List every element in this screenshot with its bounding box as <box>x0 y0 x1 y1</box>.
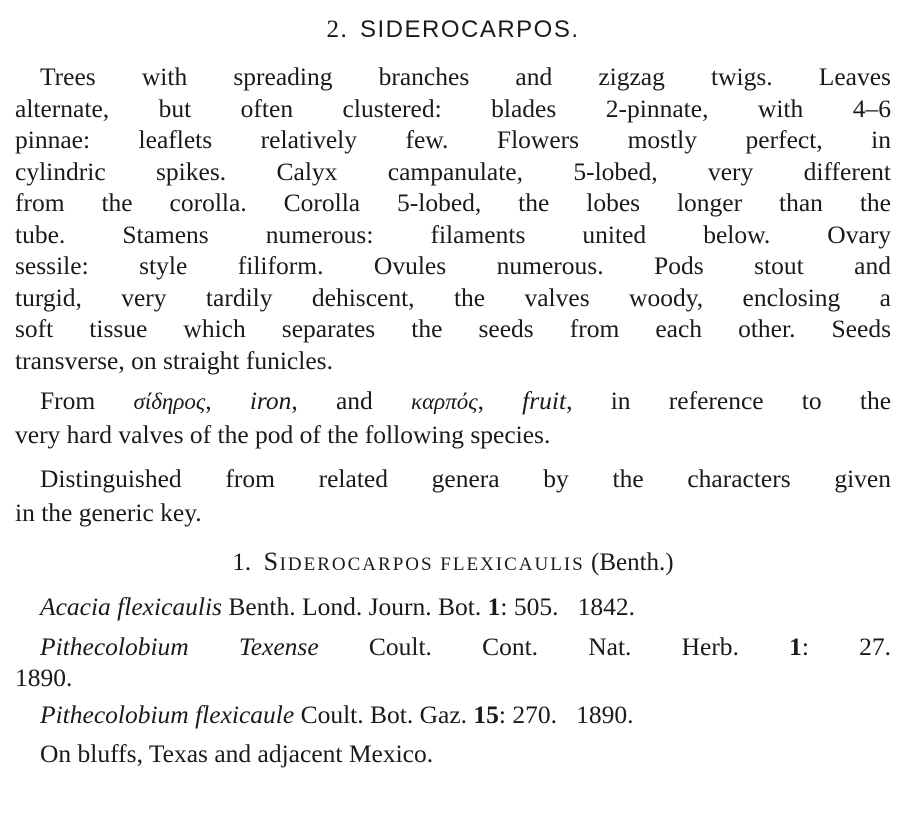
gloss-iron: iron <box>249 386 292 415</box>
description-line: cylindric spikes. Calyx campanulate, 5-lobed, very different <box>15 156 891 186</box>
genus-number: 2. <box>326 16 349 43</box>
synonym-name: Pithecolobium Texense <box>40 632 319 661</box>
species-heading <box>15 542 891 582</box>
document-page <box>15 0 891 769</box>
greek-word-iron: σίδηρος <box>133 389 206 414</box>
etymology-rest: , in reference to the <box>566 386 892 415</box>
synonym-line <box>15 631 891 662</box>
synonym-year: 1842. <box>577 592 635 621</box>
genus-heading <box>15 10 891 50</box>
description-line: transverse, on straight funicles. <box>15 345 333 375</box>
conjunction: , and <box>291 386 373 415</box>
description-line: sessile: style filiform. Ovules numerous. Pods stout and <box>15 251 891 280</box>
synonym-page: : 505. <box>500 592 559 621</box>
description-line: Trees with spreading branches and zigzag twigs. Leaves <box>40 62 891 91</box>
description-line: turgid, very tardily dehiscent, the valves woody, enclosing a <box>15 282 891 312</box>
synonym-entry <box>15 591 891 622</box>
species-number: 1. <box>232 549 252 576</box>
description-line: tube. Stamens numerous: filaments united below. Ovary <box>15 219 891 249</box>
synonym-line <box>15 699 891 730</box>
etymology-from: From <box>40 386 96 415</box>
distinguished-line: in the generic key. <box>15 497 202 527</box>
etymology-line <box>15 382 891 419</box>
synonym-entry <box>15 699 891 730</box>
gloss-fruit: fruit <box>522 386 567 415</box>
synonym-year: 1890. <box>15 663 73 692</box>
genus-description <box>15 61 891 376</box>
comma: , <box>477 386 484 415</box>
synonym-year: 1890. <box>576 700 634 729</box>
genus-name: SIDEROCARPOS. <box>359 16 580 43</box>
synonym-page: : 27. <box>801 632 891 661</box>
distinguished-line: Distinguished from related genera by the characters given <box>40 463 891 493</box>
synonym-page: : 270. <box>498 700 557 729</box>
comma: , <box>205 386 212 415</box>
synonym-entry <box>15 631 891 693</box>
synonym-citation: Coult. Cont. Nat. Herb. <box>368 632 739 661</box>
description-line: soft tissue which separates the seeds from each other. Seeds <box>15 314 891 343</box>
synonym-name: Pithecolobium flexicaule <box>40 700 295 729</box>
etymology-paragraph <box>15 382 891 451</box>
description-line: from the corolla. Corolla 5-lobed, the lobes longer than the <box>15 188 891 217</box>
greek-word-fruit: καρπός <box>411 389 478 414</box>
species-name-initial: S <box>263 547 280 576</box>
synonym-name: Acacia flexicaulis <box>40 592 222 621</box>
synonym-volume: 15 <box>473 700 499 729</box>
etymology-line: very hard valves of the pod of the following species. <box>15 420 551 449</box>
synonym-citation: Coult. Bot. Gaz. <box>300 700 468 729</box>
synonym-volume: 1 <box>487 592 501 621</box>
synonym-citation: Benth. Lond. Journ. Bot. <box>228 592 482 621</box>
synonym-line <box>15 591 891 622</box>
species-range: On bluffs, Texas and adjacent Mexico. <box>40 739 434 768</box>
distinguished-paragraph <box>15 461 891 529</box>
species-author: (Benth.) <box>591 549 674 576</box>
description-line: alternate, but often clustered: blades 2-pinnate, with 4–6 <box>15 93 891 123</box>
description-line: pinnae: leaflets relatively few. Flowers mostly perfect, in <box>15 125 891 154</box>
synonym-volume: 1 <box>789 632 802 661</box>
species-name: IDEROCARPOS FLEXICAULIS <box>279 554 585 575</box>
